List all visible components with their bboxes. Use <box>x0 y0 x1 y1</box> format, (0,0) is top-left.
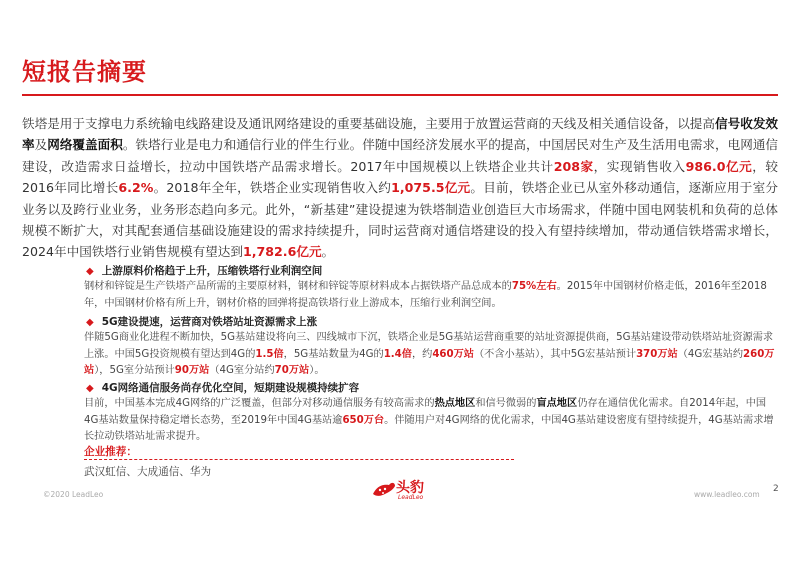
bullet-text: 钢材和锌锭是生产铁塔产品所需的主要原材料，钢材和锌锭等原材料成本占据铁塔产品总成本的 <box>84 281 512 292</box>
bullet-text: 和信号微弱的 <box>475 398 537 409</box>
bullet-highlight: 650万台 <box>342 414 385 426</box>
intro-text: 。铁塔行业是电力和通信行业的伴生行业。伴随中国经济发展水平的提高，中国居民对生产及生活用电需求，电网通信建设，改造需求日益增长，拉动中国铁塔产品需求增长。2017年中国规模以上铁塔企业共计 <box>22 137 779 174</box>
bullet-text: （4G室分站约 <box>209 365 275 377</box>
page-number: 2 <box>773 484 779 494</box>
bullet-heading <box>86 380 359 395</box>
intro-text: 。2018年全年，铁塔企业实现销售收入约 <box>153 180 392 196</box>
bullet-heading-text: 5G建设提速，运营商对铁塔站址资源需求上涨 <box>101 316 318 328</box>
bullet-text: 仍存在通信优化需求。自2014年起，中国4G基站数量保持稳定增长态势，至2019年中国4G基站逾 <box>84 398 767 426</box>
bullet-highlight: 70万站 <box>274 365 310 377</box>
bullet-text: 伴随5G商业化进程不断加快，5G基站建设将向三、四线城市下沉，铁塔企业是5G基站运营商重要的站址资源提供商，5G基站建设带动铁塔站址资源需求上涨。中国5G投资规模有望达到4G的 <box>84 332 774 360</box>
intro-highlight: 986.0亿元 <box>685 158 753 174</box>
intro-highlight: 208家 <box>553 158 594 174</box>
logo-subtext: LeadLeo <box>398 494 424 501</box>
bullet-highlight: 460万站 <box>432 348 474 360</box>
bullet-highlight: 75%左右 <box>511 281 557 292</box>
bullet-heading-text: 上游原料价格趋于上升，压缩铁塔行业利润空间 <box>101 265 323 277</box>
intro-bold: 网络覆盖面积 <box>47 137 123 153</box>
diamond-icon: ◆ <box>86 383 94 394</box>
bullet-heading-text: 4G网络通信服务尚存优化空间，短期建设规模持续扩容 <box>101 382 360 394</box>
bullet-text: 目前，中国基本完成4G网络的广泛覆盖，但部分对移动通信服务有较高需求的 <box>84 398 435 409</box>
bullet-text: （4G宏基站约 <box>677 348 744 360</box>
intro-text: ，较2016年同比增长 <box>22 158 779 196</box>
bullet-bold: 盲点地区 <box>536 398 578 409</box>
intro-bold: 信号收发效率 <box>22 116 779 153</box>
recommendation-divider <box>84 459 514 460</box>
bullet-highlight: 260万站 <box>84 348 775 377</box>
title-divider <box>22 94 778 96</box>
page-title: 短报告摘要 <box>22 58 147 86</box>
bullet-highlight: 1.4倍 <box>383 348 412 360</box>
intro-highlight: 6.2% <box>118 180 154 196</box>
bullet-text: ）。 <box>309 365 325 377</box>
bullet-highlight: 1.5倍 <box>255 348 284 360</box>
bullet-text: ，5G基站数量为4G的 <box>283 348 384 360</box>
bullet-heading <box>86 263 322 278</box>
bullet-body <box>84 279 777 312</box>
diamond-icon: ◆ <box>86 266 94 277</box>
bullet-highlight: 370万站 <box>636 348 678 360</box>
intro-highlight: 1,782.6亿元 <box>242 244 322 260</box>
bullet-text: 。2015年中国钢材价格走低，2016年至2018年，中国钢材价格有所上升，钢材价格的回弹将提高铁塔行业上游成本，压缩行业利润空间。 <box>84 281 767 309</box>
copyright: ©2020 LeadLeo <box>43 490 104 499</box>
recommendation-label: 企业推荐： <box>84 446 137 458</box>
intro-text: 。 <box>321 244 335 260</box>
intro-paragraph <box>22 113 778 263</box>
intro-text: ，实现销售收入 <box>593 158 686 174</box>
intro-text: 及 <box>34 137 48 153</box>
bullet-text: ），5G室分站预计 <box>94 365 175 377</box>
bullet-body <box>84 330 777 380</box>
bullet-heading <box>86 314 317 329</box>
website: www.leadleo.com <box>694 490 760 499</box>
bullet-text: ，约 <box>411 348 433 360</box>
recommended-companies: 武汉虹信、大成通信、华为 <box>84 466 212 478</box>
bullet-body <box>84 396 777 446</box>
bullet-highlight: 90万站 <box>174 365 210 377</box>
intro-text: 铁塔是用于支撑电力系统输电线路建设及通讯网络建设的重要基础设施，主要用于放置运营商的天线及相关通信设备，以提高 <box>22 116 716 131</box>
intro-highlight: 1,075.5亿元 <box>391 180 471 196</box>
logo-text: 头豹 <box>396 480 424 496</box>
bullet-text: 。伴随用户对4G网络的优化需求，中国4G基站建设密度有望持续提升，4G基站需求增长拉动铁塔站址需求提升。 <box>84 414 774 443</box>
intro-text: 。目前，铁塔企业已从室外移动通信，逐渐应用于室分业务以及跨行业业务，业务形态趋向多元。此外，“新基建”建设提速为铁塔制造业创造巨大市场需求，伴随中国电网装机和负荷的总体规模不断扩大，对其配套通信基础设施建设的需求持续提升，同时运营商对通信塔建设的投入有望持续增加，带动通信铁塔需求增长，2024年中国铁塔行业销售规模有望达到 <box>22 180 778 260</box>
diamond-icon: ◆ <box>86 317 94 328</box>
bullet-text: （不含小基站），其中5G宏基站预计 <box>473 348 637 360</box>
bullet-bold: 热点地区 <box>434 398 476 409</box>
